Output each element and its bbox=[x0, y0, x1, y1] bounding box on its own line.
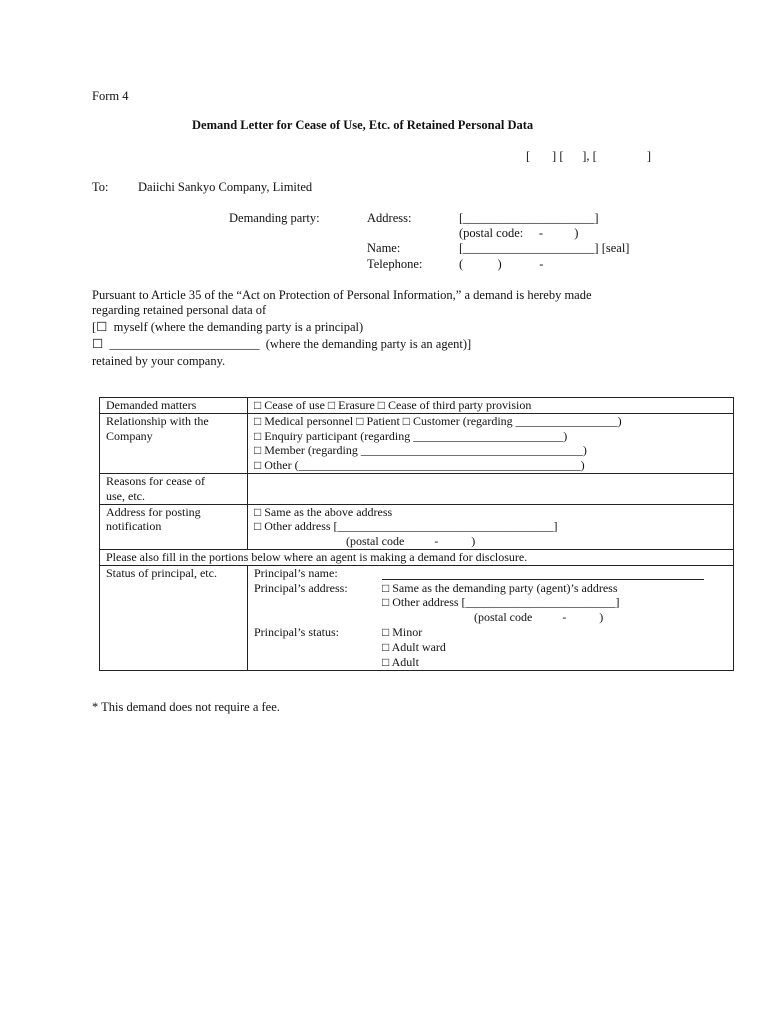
relationship-option-medical[interactable]: □ Medical personnel □ Patient □ Customer (regarding _________________) bbox=[254, 413, 622, 428]
body-line-1: Pursuant to Article 35 of the “Act on Protection of Personal Information,” a demand is hereby made bbox=[92, 288, 592, 302]
status-label: Status of principal, etc. bbox=[100, 565, 248, 671]
principal-status-label: Principal’s status: bbox=[254, 624, 339, 639]
agent-option[interactable]: ☐ ________________________ (where the demanding party is an agent)] bbox=[92, 337, 472, 351]
date-line: [ ] [ ], [ ] bbox=[526, 149, 651, 163]
principal-address-label: Principal’s address: bbox=[254, 580, 348, 595]
name-label: Name: bbox=[367, 241, 401, 255]
posting-label-line-2: notification bbox=[106, 519, 162, 534]
demanded-matters-label: Demanded matters bbox=[100, 398, 248, 414]
address-label: Address: bbox=[367, 211, 412, 225]
telephone-label: Telephone: bbox=[367, 257, 423, 271]
principal-address-same[interactable]: □ Same as the demanding party (agent)’s address bbox=[382, 580, 618, 595]
relationship-option-other[interactable]: □ Other (_______________________________________________) bbox=[254, 458, 585, 473]
posting-option-same[interactable]: □ Same as the above address bbox=[254, 504, 393, 519]
table-row bbox=[100, 504, 734, 549]
table-row bbox=[100, 565, 734, 671]
principal-name-input[interactable] bbox=[382, 566, 704, 580]
reasons-label bbox=[100, 473, 248, 504]
relationship-label-line-1: Relationship with the bbox=[106, 413, 209, 428]
table-row bbox=[100, 473, 734, 504]
telephone-value[interactable]: ( ) - bbox=[459, 257, 544, 271]
principal-address-other[interactable]: □ Other address [_________________________] bbox=[382, 595, 620, 610]
status-details bbox=[248, 565, 734, 671]
document-title: Demand Letter for Cease of Use, Etc. of Retained Personal Data bbox=[192, 118, 534, 132]
relationship-label-line-2: Company bbox=[106, 428, 153, 443]
demand-table bbox=[99, 397, 734, 671]
table-row bbox=[100, 398, 734, 414]
address-value[interactable]: [_____________________] bbox=[459, 211, 599, 225]
agent-note: Please also fill in the portions below where an agent is making a demand for disclosure. bbox=[100, 549, 734, 565]
demanding-party-label: Demanding party: bbox=[229, 211, 320, 225]
addressee-label: To: bbox=[92, 180, 109, 194]
relationship-label bbox=[100, 413, 248, 473]
reasons-input[interactable] bbox=[248, 473, 734, 504]
table-row bbox=[100, 413, 734, 473]
posting-label-line-1: Address for posting bbox=[106, 504, 201, 519]
body-line-2: regarding retained personal data of bbox=[92, 303, 267, 317]
fee-footnote: * This demand does not require a fee. bbox=[92, 700, 280, 714]
demanded-matters-options[interactable]: □ Cease of use □ Erasure □ Cease of third party provision bbox=[248, 398, 734, 414]
principal-status-adult-ward[interactable]: □ Adult ward bbox=[382, 639, 446, 654]
reasons-label-line-2: use, etc. bbox=[106, 488, 145, 503]
posting-option-other[interactable]: □ Other address [____________________________________] bbox=[254, 519, 558, 534]
table-row bbox=[100, 549, 734, 565]
principal-status-minor[interactable]: □ Minor bbox=[382, 624, 423, 639]
relationship-option-enquiry[interactable]: □ Enquiry participant (regarding _________________________) bbox=[254, 428, 568, 443]
principal-postal-code[interactable]: (postal code - ) bbox=[474, 610, 604, 625]
body-line-5: retained by your company. bbox=[92, 354, 226, 368]
form-number: Form 4 bbox=[92, 89, 129, 103]
relationship-option-member[interactable]: □ Member (regarding _____________________________________) bbox=[254, 443, 587, 458]
postal-code-line[interactable]: (postal code: - ) bbox=[459, 226, 579, 240]
addressee-name: Daiichi Sankyo Company, Limited bbox=[138, 180, 313, 194]
posting-options bbox=[248, 504, 734, 549]
principal-status-adult[interactable]: □ Adult bbox=[382, 654, 419, 669]
posting-postal-code[interactable]: (postal code - ) bbox=[346, 534, 476, 549]
posting-label bbox=[100, 504, 248, 549]
relationship-options bbox=[248, 413, 734, 473]
reasons-label-line-1: Reasons for cease of bbox=[106, 473, 205, 488]
myself-option[interactable]: [☐ myself (where the demanding party is a principal) bbox=[92, 320, 364, 334]
principal-name-label: Principal’s name: bbox=[254, 565, 338, 580]
name-value[interactable]: [_____________________] [seal] bbox=[459, 241, 630, 255]
